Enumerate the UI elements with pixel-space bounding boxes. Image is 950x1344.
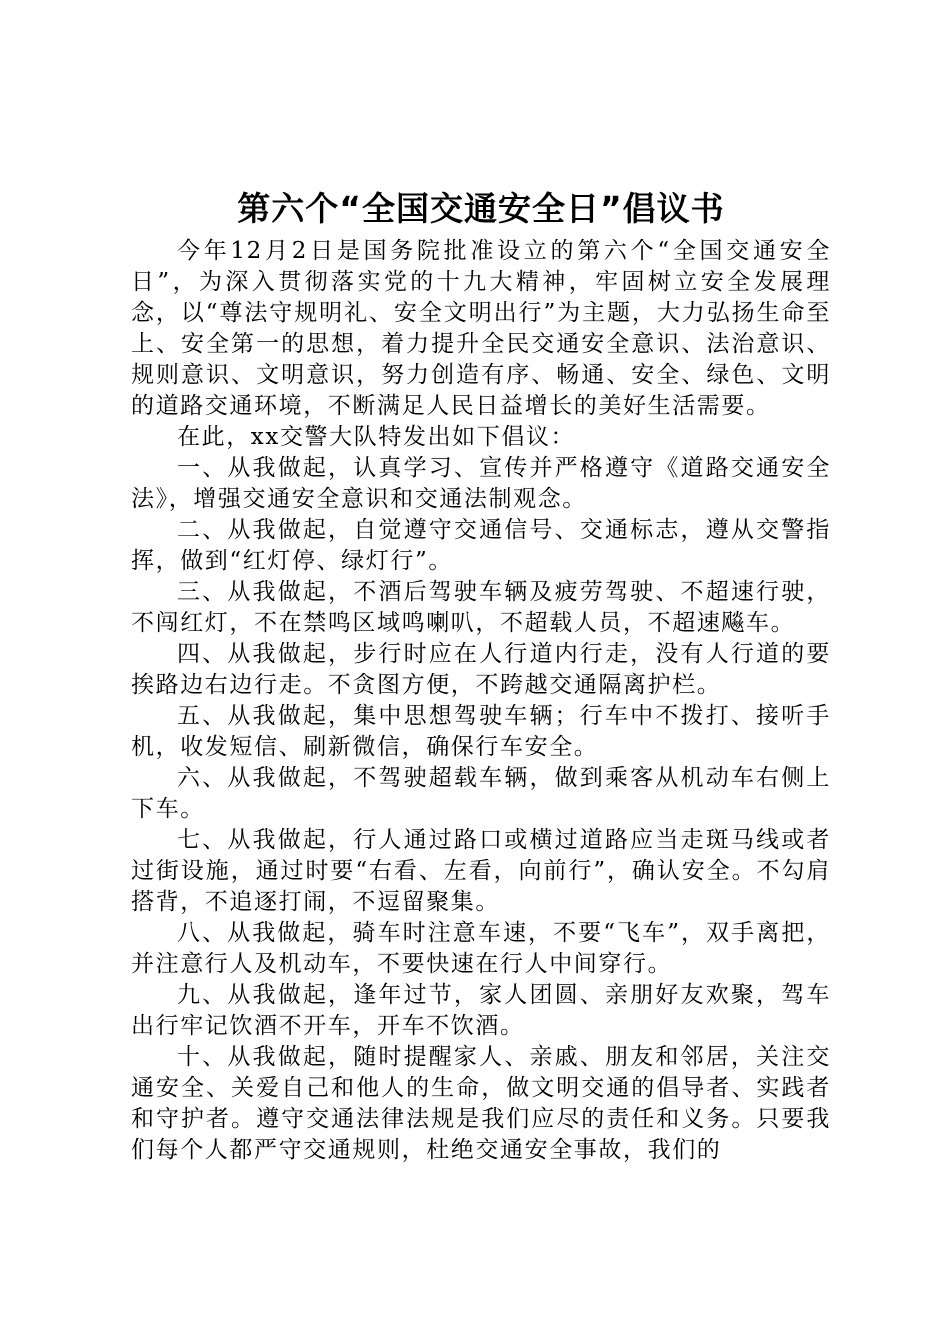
- document-title: 第六个“全国交通安全日”倡议书: [237, 189, 725, 228]
- proposal-item-7: 七、从我做起，行人通过路口或横过道路应当走斑马线或者过街设施，通过时要“右看、左看，向前行”，确认安全。不勾肩搭背，不追逐打闹，不逗留聚集。: [131, 827, 831, 915]
- proposal-item-9: 九、从我做起，逢年过节，家人团圆、亲朋好友欢聚，驾车出行牢记饮酒不开车，开车不饮酒。: [131, 982, 831, 1039]
- intro-paragraph: 今年12月2日是国务院批准设立的第六个“全国交通安全日”，为深入贯彻落实党的十九大精神，牢固树立安全发展理念，以“尊法守规明礼、安全文明出行”为主题，大力弘扬生命至上、安全第一的思想，着力提升全民交通安全意识、法治意识、规则意识、文明意识，努力创造有序、畅通、安全、绿色、文明的道路交通环境，不断满足人民日益增长的美好生活需要。: [131, 238, 831, 419]
- proposal-lead-paragraph: 在此，xx交警大队特发出如下倡议：: [177, 424, 576, 450]
- proposal-item-1: 一、从我做起，认真学习、宣传并严格遵守《道路交通安全法》，增强交通安全意识和交通法制观念。: [131, 455, 831, 512]
- proposal-item-5: 五、从我做起，集中思想驾驶车辆；行车中不拨打、接听手机，收发短信、刷新微信，确保行车安全。: [131, 703, 831, 760]
- proposal-item-4: 四、从我做起，步行时应在人行道内行走，没有人行道的要挨路边右边行走。不贪图方便，不跨越交通隔离护栏。: [131, 641, 831, 698]
- proposal-item-8: 八、从我做起，骑车时注意车速，不要“飞车”，双手离把，并注意行人及机动车，不要快速在行人中间穿行。: [131, 920, 831, 977]
- proposal-item-10: 十、从我做起，随时提醒家人、亲戚、朋友和邻居，关注交通安全、关爱自己和他人的生命，做文明交通的倡导者、实践者和守护者。遵守交通法律法规是我们应尽的责任和义务。只要我们每个人都严守交通规则，杜绝交通安全事故，我们的: [131, 1044, 831, 1163]
- document-page: [131, 186, 831, 1166]
- proposal-item-2: 二、从我做起，自觉遵守交通信号、交通标志，遵从交警指挥，做到“红灯停、绿灯行”。: [131, 517, 831, 574]
- proposal-item-3: 三、从我做起，不酒后驾驶车辆及疲劳驾驶、不超速行驶，不闯红灯，不在禁鸣区域鸣喇叭，不超载人员，不超速飚车。: [131, 579, 831, 636]
- proposal-item-6: 六、从我做起，不驾驶超载车辆，做到乘客从机动车右侧上下车。: [131, 765, 831, 822]
